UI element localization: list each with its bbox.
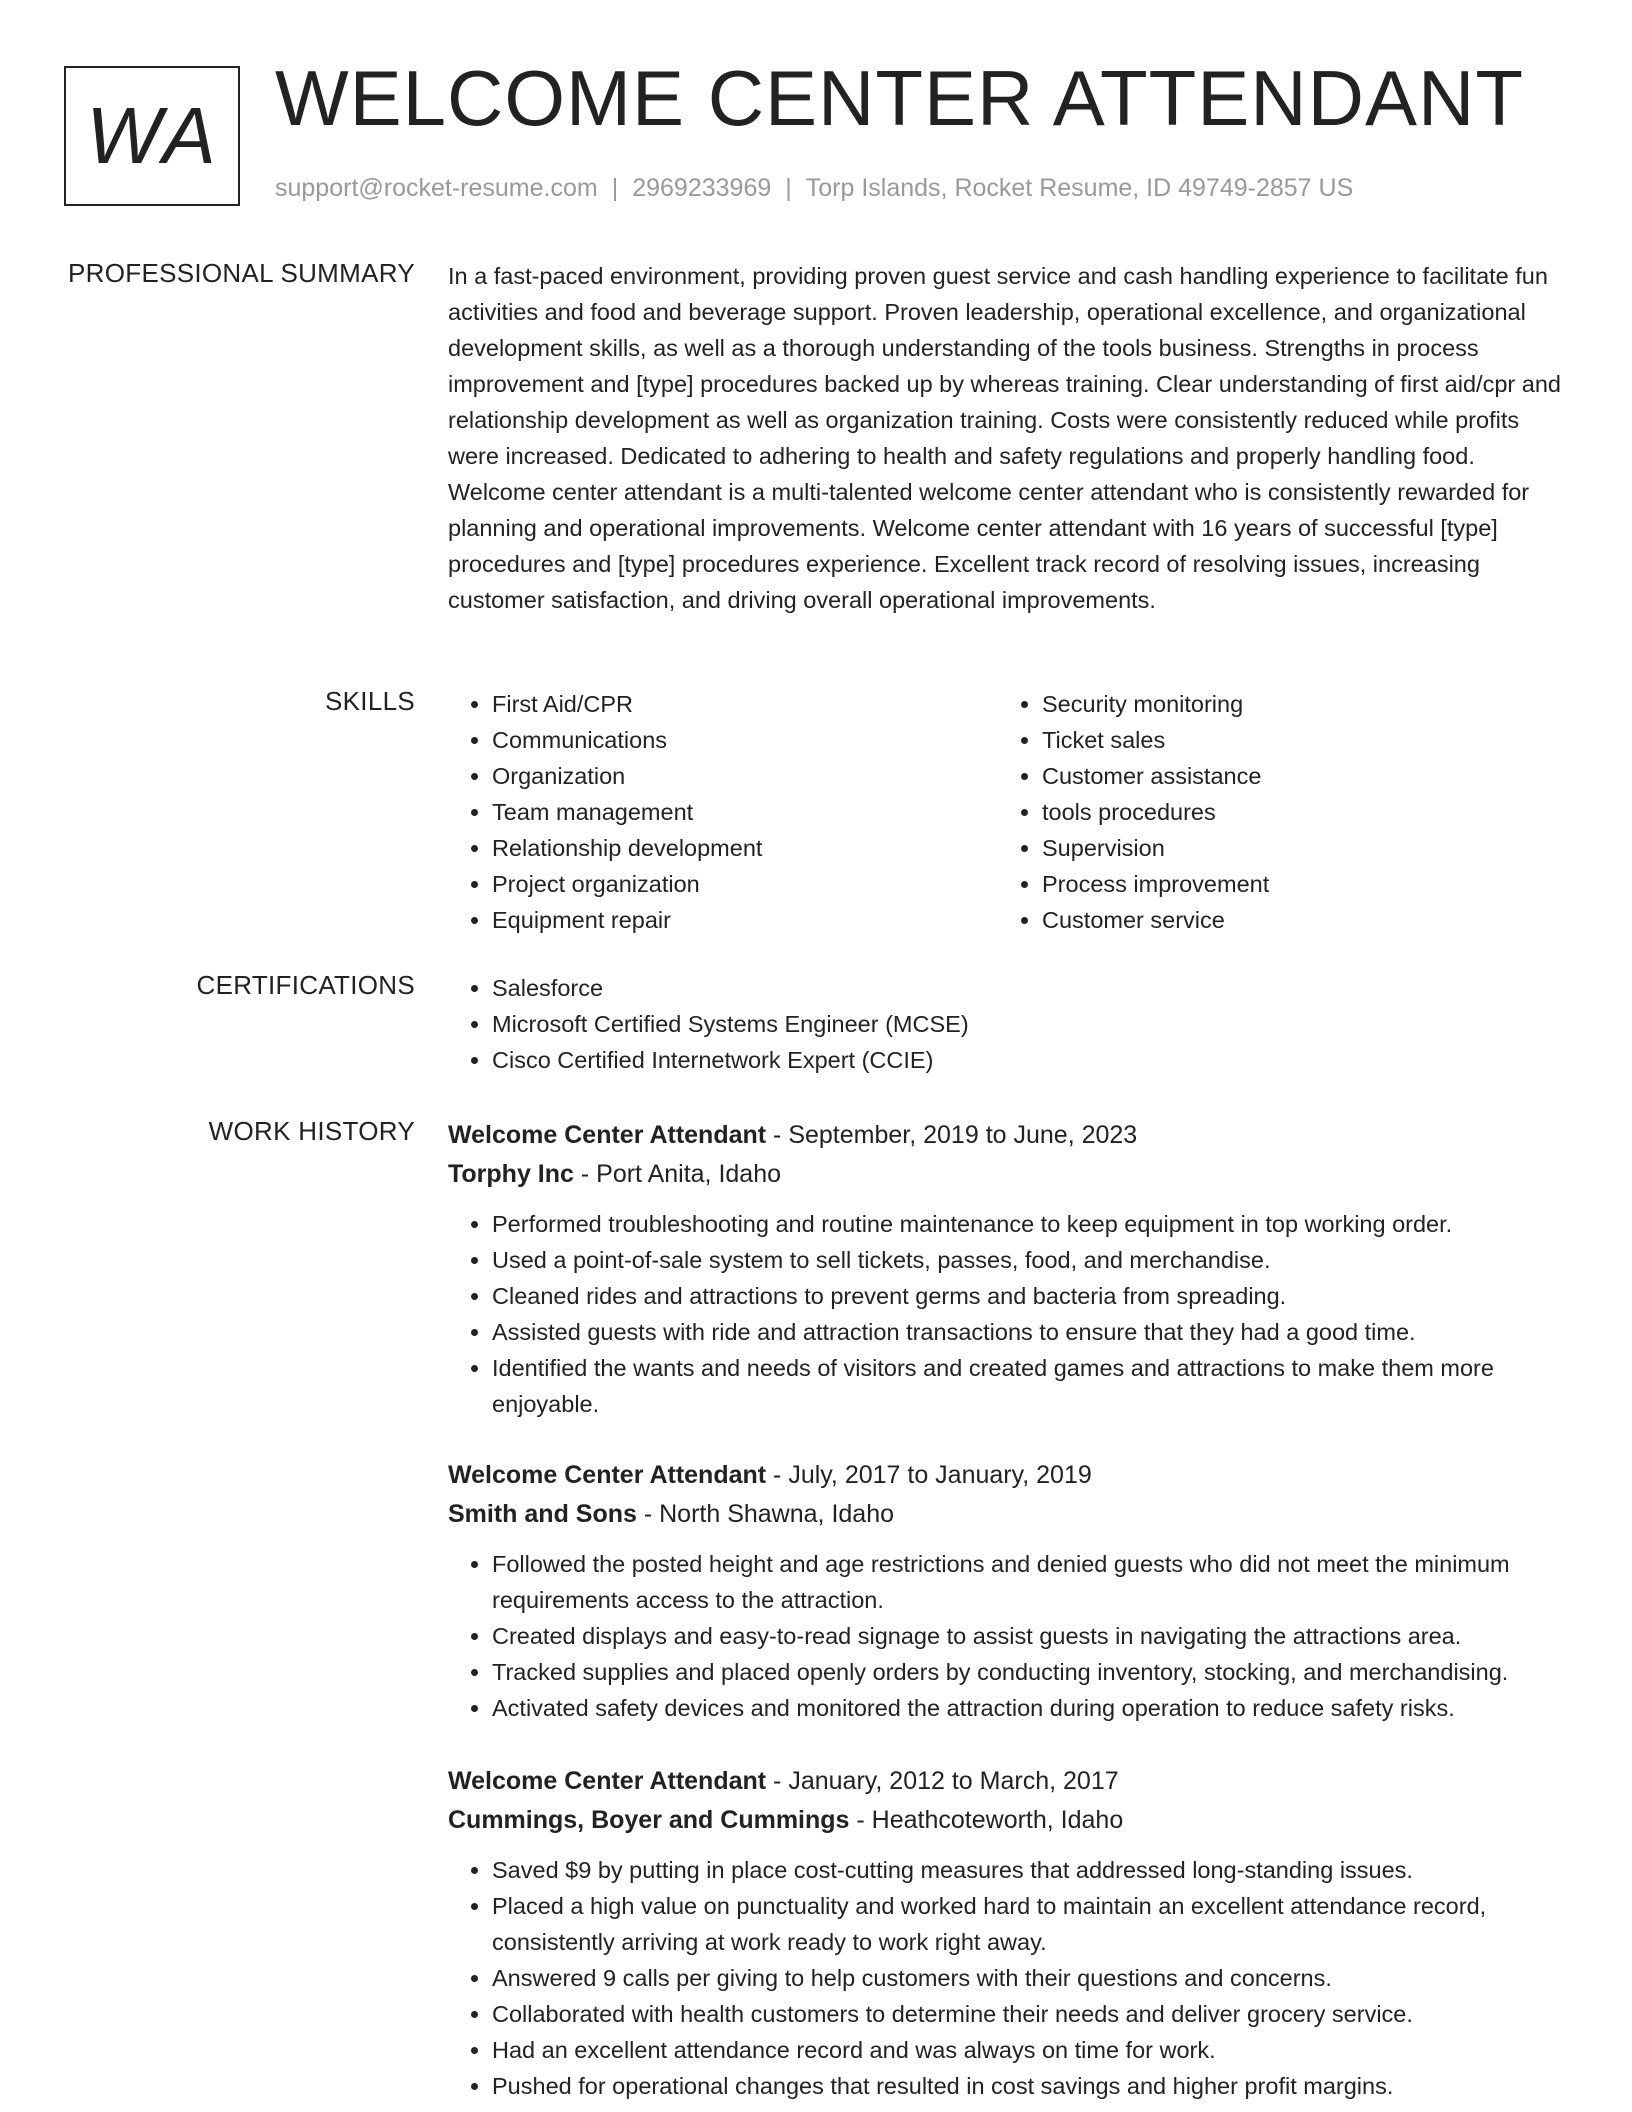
skill-item: • Ticket sales [1042, 722, 1562, 758]
job-bullet: • Collaborated with health customers to determine their needs and deliver grocery service. [492, 1996, 1568, 2032]
job-title-line [448, 1762, 1568, 1800]
skill-item: • Customer service [1042, 902, 1562, 938]
job-location: - Heathcoteworth, Idaho [849, 1806, 1124, 1834]
job-bullet: • Created displays and easy-to-read signage to assist guests in navigating the attractions area. [492, 1618, 1568, 1654]
job-dates: - July, 2017 to January, 2019 [766, 1461, 1092, 1489]
skill-item: • Security monitoring [1042, 686, 1562, 722]
job-company-line [448, 1800, 1568, 1840]
job-bullet: • Activated safety devices and monitored the attraction during operation to reduce safety risks. [492, 1690, 1568, 1726]
job-title: Welcome Center Attendant [448, 1767, 767, 1795]
certification-item: • Cisco Certified Internetwork Expert (CCIE) [492, 1042, 1568, 1078]
job-dates: - September, 2019 to June, 2023 [766, 1121, 1138, 1149]
job-bullets [448, 1206, 1568, 1422]
contact-line [275, 174, 1353, 203]
skills-list-right [998, 686, 1562, 938]
job-title: Welcome Center Attendant [448, 1121, 767, 1149]
skill-item: • tools procedures [1042, 794, 1562, 830]
job-bullet: • Used a point-of-sale system to sell tickets, passes, food, and merchandise. [492, 1242, 1568, 1278]
job-location: - Port Anita, Idaho [573, 1160, 782, 1188]
job-bullet: • Had an excellent attendance record and was always on time for work. [492, 2032, 1568, 2068]
job-bullet: • Saved $9 by putting in place cost-cutting measures that addressed long-standing issues. [492, 1852, 1568, 1888]
job-title: Welcome Center Attendant [448, 1461, 767, 1489]
section-label-work-history: WORK HISTORY [208, 1116, 415, 1146]
job-bullet: • Placed a high value on punctuality and worked hard to maintain an excellent attendance record, consistently arriving at work ready to work right away. [492, 1888, 1568, 1960]
contact-separator: | [611, 174, 619, 202]
certifications-body [448, 970, 1568, 1078]
job-bullet: • Pushed for operational changes that resulted in cost savings and higher profit margins. [492, 2068, 1568, 2104]
section-label-skills: SKILLS [325, 686, 415, 716]
contact-phone: 2969233969 [632, 174, 772, 202]
job-entry [448, 1762, 1568, 2104]
skill-item: • Relationship development [492, 830, 1012, 866]
skill-item: • Communications [492, 722, 1012, 758]
job-company: Cummings, Boyer and Cummings [448, 1806, 850, 1834]
job-entry [448, 1116, 1568, 1422]
job-bullet: • Cleaned rides and attractions to prevent germs and bacteria from spreading. [492, 1278, 1568, 1314]
job-bullet: • Answered 9 calls per giving to help customers with their questions and concerns. [492, 1960, 1568, 1996]
job-bullet: • Performed troubleshooting and routine maintenance to keep equipment in top working order. [492, 1206, 1568, 1242]
summary-text: In a fast-paced environment, providing proven guest service and cash handling experience to facilitate fun activities and food and beverage support. Proven leadership, operational excellence, and organizational development skills, as well as a thorough understanding of the tools business. Strengths in process improvement and [type] procedures backed up by whereas training. Clear understanding of first aid/cpr and relationship development as well as organization training. Costs were consistently reduced while profits were increased. Dedicated to adhering to health and safety regulations and properly handling food. Welcome center attendant is a multi-talented welcome center attendant who is consistently rewarded for planning and operational improvements. Welcome center attendant with 16 years of successful [type] procedures and [type] procedures experience. Excellent track record of resolving issues, increasing customer satisfaction, and driving overall operational improvements. [448, 263, 1561, 613]
job-bullet: • Assisted guests with ride and attraction transactions to ensure that they had a good time. [492, 1314, 1568, 1350]
job-entry [448, 1456, 1568, 1726]
job-bullet: • Tracked supplies and placed openly orders by conducting inventory, stocking, and merchandising. [492, 1654, 1568, 1690]
section-label-certifications: CERTIFICATIONS [196, 970, 415, 1000]
page-title: WELCOME CENTER ATTENDANT [275, 54, 1524, 142]
skill-item: • Organization [492, 758, 1012, 794]
job-location: - North Shawna, Idaho [636, 1500, 894, 1528]
skill-item: • Project organization [492, 866, 1012, 902]
skill-item: • Process improvement [1042, 866, 1562, 902]
certification-item: • Microsoft Certified Systems Engineer (MCSE) [492, 1006, 1568, 1042]
skills-list-left [448, 686, 1012, 938]
certification-item: • Salesforce [492, 970, 1568, 1006]
job-company-line [448, 1154, 1568, 1194]
job-bullets [448, 1546, 1568, 1726]
skill-item: • Equipment repair [492, 902, 1012, 938]
skill-item: • Customer assistance [1042, 758, 1562, 794]
section-label-summary: PROFESSIONAL SUMMARY [68, 258, 415, 288]
skill-item: • Team management [492, 794, 1012, 830]
job-title-line [448, 1456, 1568, 1494]
job-bullet: • Followed the posted height and age restrictions and denied guests who did not meet the minimum requirements access to the attraction. [492, 1546, 1568, 1618]
job-company-line [448, 1494, 1568, 1534]
job-bullets [448, 1852, 1568, 2104]
skill-item: • Supervision [1042, 830, 1562, 866]
skill-item: • First Aid/CPR [492, 686, 1012, 722]
contact-separator: | [785, 174, 792, 202]
job-company: Smith and Sons [448, 1500, 637, 1528]
contact-address: Torp Islands, Rocket Resume, ID 49749-2857 US [805, 174, 1354, 202]
job-company: Torphy Inc [448, 1160, 574, 1188]
job-title-line [448, 1116, 1568, 1154]
certifications-list [448, 970, 1568, 1078]
contact-email: support@rocket-resume.com [275, 174, 598, 202]
job-bullet: • Identified the wants and needs of visitors and created games and attractions to make them more enjoyable. [492, 1350, 1568, 1422]
job-dates: - January, 2012 to March, 2017 [766, 1767, 1119, 1795]
monogram: WA [64, 66, 240, 206]
